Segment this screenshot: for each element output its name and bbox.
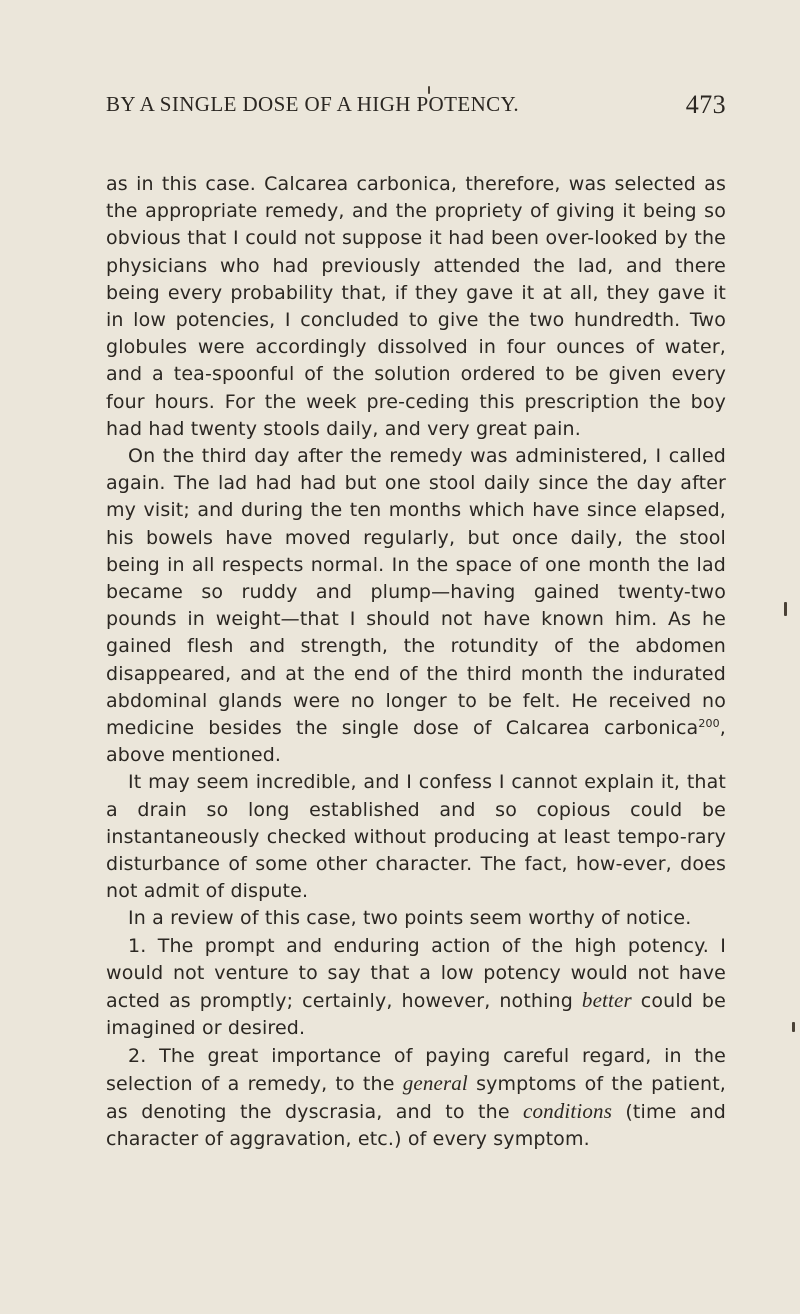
paragraph: It may seem incredible, and I confess I cannot explain it, that a drain so long established and so copious could be instantaneously checked without producing at least tempo-rary disturbance of some other character. The fact, how-ever, does not admit of dispute.	[106, 771, 726, 903]
paragraph: In a review of this case, two points seem worthy of notice.	[128, 907, 692, 930]
page-number: 473	[685, 90, 726, 119]
italic-word: general	[402, 1070, 468, 1095]
paragraph: 2. The great importance of paying careful regard, in the selection of a remedy, to the general symptoms of the patient, as denoting the dyscrasia, and to the conditions (time and character of aggravation, etc.) of every symptom.	[106, 1044, 726, 1151]
ink-speck	[784, 602, 787, 616]
paragraph: as in this case. Calcarea carbonica, therefore, was selected as the appropriate remedy, and the propriety of giving it being so obvious that I could not suppose it had been over-looked by the physicians who had previously attended the lad, and there being every probability that, if they gave it at all, they gave it in low potencies, I concluded to give the two hundredth. Two globules were accordingly dissolved in four ounces of water, and a tea-spoonful of the solution ordered to be given every four hours. For the week pre-ceding this prescription the boy had had twenty stools daily, and very great pain.	[106, 173, 726, 440]
paragraph: On the third day after the remedy was administered, I called again. The lad had had but one stool daily since the day after my visit; and during the ten months which have since elapsed, his bowels have moved regularly, but once daily, the stool being in all respects normal. In the space of one month the lad became so ruddy and plump—having gained twenty-two pounds in weight—that I should not have known him. As he gained flesh and strength, the rotundity of the abdomen disappeared, and at the end of the third month the indurated abdominal glands were no longer to be felt. He received no medicine besides the single dose of Calcarea carbonica$^{200}$, above mentioned.	[106, 445, 726, 767]
body-text	[106, 171, 726, 1153]
running-title: BY A SINGLE DOSE OF A HIGH POTENCY.	[106, 92, 520, 116]
paragraph: 1. The prompt and enduring action of the high potency. I would not venture to say that a low potency would not have acted as promptly; certainly, however, nothing better could be imagined or desired.	[106, 934, 726, 1040]
running-header	[106, 92, 726, 132]
italic-word: conditions	[523, 1098, 613, 1123]
ink-speck	[792, 1022, 795, 1032]
potency-superscript: 200	[698, 717, 720, 731]
italic-word: better	[581, 988, 632, 1013]
